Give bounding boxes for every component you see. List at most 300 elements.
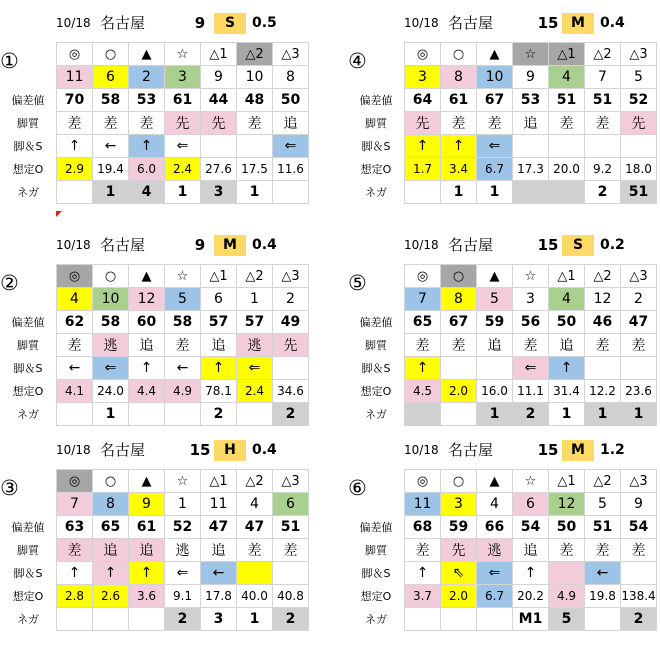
horse-number-cell: 6 [273,493,309,516]
odds-cell: 16.0 [477,380,513,403]
odds-cell: 11.1 [513,380,549,403]
race-panel [0,10,318,218]
odds-cell: 4.4 [129,380,165,403]
odds-cell: 3.6 [129,585,165,608]
race-panel [348,437,660,645]
negative-cell [405,403,441,426]
pace-fit-cell: ⇐ [477,562,513,585]
horse-number-cell: 10 [477,66,513,89]
pace-fit-cell: ↑ [201,357,237,380]
mark-cell: △2 [237,43,273,66]
pace-fit-cell [549,562,585,585]
deviation-cell: 62 [57,311,93,334]
negative-cell: 1 [621,403,657,426]
row-label: 脚＆S [13,362,43,375]
table-row [348,89,657,112]
pace-badge: M [562,13,594,34]
running-style-cell: 先 [273,334,309,357]
negative-cell [57,181,93,204]
horse-number-cell: 2 [621,288,657,311]
mark-cell: ▲ [129,470,165,493]
deviation-cell: 54 [513,516,549,539]
pace-fit-cell: ↑ [549,357,585,380]
odds-cell: 20.2 [513,585,549,608]
row-label [348,288,405,311]
deviation-cell: 52 [621,89,657,112]
pace-fit-cell [201,135,237,158]
panel-number: ③ [0,476,19,500]
horse-number-cell: 5 [585,493,621,516]
deviation-cell: 51 [585,516,621,539]
pace-fit-cell: ↑ [57,562,93,585]
running-style-cell: 差 [57,112,93,135]
negative-cell [273,181,309,204]
pace-value: 0.4 [252,237,277,253]
race-number: 15 [537,236,559,254]
horse-number-cell: 3 [405,66,441,89]
row-label: 脚＆S [13,567,43,580]
deviation-cell: 57 [237,311,273,334]
running-style-cell: 先 [441,539,477,562]
negative-cell [237,403,273,426]
running-style-cell: 差 [477,112,513,135]
row-label: 脚＆S [361,362,391,375]
table-row [0,357,309,380]
pace-fit-cell: ⇐ [273,135,309,158]
mark-cell: ▲ [477,265,513,288]
table-row [0,265,309,288]
row-label: ネガ [17,186,39,199]
odds-cell: 17.8 [201,585,237,608]
deviation-cell: 46 [585,311,621,334]
table-row [0,334,309,357]
table-row [0,470,309,493]
odds-cell: 20.0 [549,158,585,181]
running-style-cell: 差 [549,112,585,135]
table-row [348,158,657,181]
negative-cell [129,608,165,631]
odds-cell: 34.6 [273,380,309,403]
race-panel [0,437,318,645]
horse-number-cell: 1 [237,288,273,311]
odds-cell: 23.6 [621,380,657,403]
negative-cell: 3 [201,181,237,204]
row-label: 脚質 [365,544,387,557]
odds-cell: 19.8 [585,585,621,608]
pace-fit-cell: ↑ [129,562,165,585]
prediction-table [348,42,657,204]
odds-cell: 78.1 [201,380,237,403]
horse-number-cell: 7 [585,66,621,89]
pace-fit-cell [585,135,621,158]
odds-cell: 9.1 [165,585,201,608]
table-row [348,334,657,357]
odds-cell: 40.0 [237,585,273,608]
deviation-cell: 65 [405,311,441,334]
row-label: 脚＆S [13,140,43,153]
mark-cell: △3 [621,43,657,66]
deviation-cell: 61 [129,516,165,539]
race-date: 10/18 [56,443,91,457]
negative-cell: 2 [585,181,621,204]
horse-number-cell: 12 [549,493,585,516]
mark-cell: ◎ [57,470,93,493]
negative-cell [549,181,585,204]
mark-cell: △1 [549,265,585,288]
deviation-cell: 57 [201,311,237,334]
race-date: 10/18 [404,443,439,457]
table-row [0,539,309,562]
pace-fit-cell: ⇐ [165,562,201,585]
row-label: 想定O [12,385,44,398]
table-row [348,112,657,135]
row-label [0,265,57,288]
deviation-cell: 47 [201,516,237,539]
odds-cell: 31.4 [549,380,585,403]
negative-cell [165,403,201,426]
table-row [348,608,657,631]
odds-cell: 6.7 [477,158,513,181]
negative-cell: 2 [513,403,549,426]
row-label: 想定O [12,590,44,603]
venue-name: 名古屋 [100,236,146,254]
deviation-cell: 59 [441,516,477,539]
deviation-cell: 61 [165,89,201,112]
odds-cell: 2.0 [441,585,477,608]
pace-fit-cell: ↑ [93,562,129,585]
horse-number-cell: 4 [549,66,585,89]
negative-cell [405,608,441,631]
row-label: 脚質 [17,339,39,352]
odds-cell: 3.7 [405,585,441,608]
negative-cell: 1 [165,181,201,204]
negative-cell: 1 [441,181,477,204]
panel-header [0,10,318,36]
odds-cell: 18.0 [621,158,657,181]
horse-number-cell: 10 [237,66,273,89]
mark-cell: ▲ [477,470,513,493]
mark-cell: ○ [93,43,129,66]
odds-cell: 27.6 [201,158,237,181]
pace-value: 0.2 [600,237,625,253]
table-row [348,288,657,311]
pace-value: 1.2 [600,442,625,458]
running-style-cell: 差 [405,334,441,357]
running-style-cell: 追 [513,539,549,562]
race-number: 9 [194,236,206,254]
row-label: 脚＆S [361,140,391,153]
mark-cell: △1 [201,265,237,288]
negative-cell: 2 [201,403,237,426]
mark-cell: △3 [273,43,309,66]
pace-value: 0.4 [252,442,277,458]
row-label: 想定O [12,163,44,176]
mark-cell: ☆ [513,265,549,288]
row-label: 脚質 [17,117,39,130]
pace-fit-cell [273,562,309,585]
panel-header [348,437,660,463]
mark-cell: ◎ [57,43,93,66]
deviation-cell: 60 [129,311,165,334]
pace-fit-cell [621,357,657,380]
horse-number-cell: 8 [441,288,477,311]
negative-cell [405,181,441,204]
table-row [0,608,309,631]
table-row [0,585,309,608]
negative-cell: 2 [273,403,309,426]
table-row [0,43,309,66]
mark-cell: △1 [549,470,585,493]
pace-value: 0.5 [252,15,277,31]
horse-number-cell: 3 [513,288,549,311]
mark-cell: △2 [237,470,273,493]
deviation-cell: 52 [165,516,201,539]
table-row [0,158,309,181]
mark-cell: ◎ [57,265,93,288]
table-row [0,66,309,89]
horse-number-cell: 2 [273,288,309,311]
deviation-cell: 67 [441,311,477,334]
prediction-table [348,264,657,426]
odds-cell: 11.6 [273,158,309,181]
deviation-cell: 48 [237,89,273,112]
negative-cell [57,403,93,426]
pace-badge: M [214,235,246,256]
running-style-cell: 追 [477,334,513,357]
pace-fit-cell [621,562,657,585]
horse-number-cell: 10 [93,288,129,311]
mark-cell: △2 [585,265,621,288]
odds-cell: 2.4 [165,158,201,181]
pace-fit-cell [621,135,657,158]
prediction-table [0,42,309,204]
running-style-cell: 逃 [93,334,129,357]
running-style-cell: 追 [93,539,129,562]
row-label [0,470,57,493]
venue-name: 名古屋 [448,441,494,459]
negative-cell: 1 [237,181,273,204]
horse-number-cell: 8 [441,66,477,89]
mark-cell: ▲ [477,43,513,66]
negative-cell: 2 [165,608,201,631]
running-style-cell: 追 [129,334,165,357]
negative-cell [441,403,477,426]
odds-cell: 24.0 [93,380,129,403]
horse-number-cell: 6 [93,66,129,89]
running-style-cell: 追 [201,539,237,562]
negative-cell: 1 [477,403,513,426]
negative-cell: 1 [93,181,129,204]
race-panel [0,232,318,440]
odds-cell: 6.0 [129,158,165,181]
odds-cell: 1.7 [405,158,441,181]
negative-cell [477,608,513,631]
pace-fit-cell: ← [165,357,201,380]
venue-name: 名古屋 [448,14,494,32]
running-style-cell: 差 [513,334,549,357]
row-label: 脚質 [17,544,39,557]
pace-fit-cell: ↑ [405,357,441,380]
deviation-cell: 66 [477,516,513,539]
mark-cell: ○ [93,265,129,288]
running-style-cell: 差 [129,112,165,135]
venue-name: 名古屋 [448,236,494,254]
mark-cell: △3 [621,470,657,493]
mark-cell: ○ [441,470,477,493]
race-date: 10/18 [56,238,91,252]
odds-cell: 40.8 [273,585,309,608]
odds-cell: 4.1 [57,380,93,403]
mark-cell: ○ [441,43,477,66]
panel-number: ⑥ [348,476,367,500]
table-row [348,311,657,334]
pace-fit-cell [273,357,309,380]
row-label [0,288,57,311]
pace-fit-cell: ⇐ [93,357,129,380]
table-row [348,539,657,562]
horse-number-cell: 8 [273,66,309,89]
deviation-cell: 50 [549,311,585,334]
table-row [0,493,309,516]
row-label: 偏差値 [11,316,45,329]
negative-cell [129,403,165,426]
running-style-cell: 差 [57,334,93,357]
mark-cell: △2 [585,470,621,493]
table-row [348,585,657,608]
odds-cell: 2.8 [57,585,93,608]
deviation-cell: 47 [237,516,273,539]
race-number: 15 [537,441,559,459]
deviation-cell: 58 [93,89,129,112]
horse-number-cell: 5 [477,288,513,311]
negative-cell: 2 [273,608,309,631]
table-row [348,403,657,426]
table-row [348,493,657,516]
horse-number-cell: 4 [237,493,273,516]
deviation-cell: 50 [549,516,585,539]
running-style-cell: 差 [405,539,441,562]
pace-value: 0.4 [600,15,625,31]
row-label [348,493,405,516]
race-panel [348,232,660,440]
mark-cell: △2 [585,43,621,66]
odds-cell: 2.6 [93,585,129,608]
pace-fit-cell [441,357,477,380]
deviation-cell: 64 [405,89,441,112]
pace-fit-cell: ⇐ [237,357,273,380]
running-style-cell: 差 [621,334,657,357]
table-row [348,357,657,380]
race-date: 10/18 [404,238,439,252]
deviation-cell: 53 [129,89,165,112]
row-label: 偏差値 [359,94,393,107]
row-label: 偏差値 [359,521,393,534]
race-number: 9 [194,14,206,32]
row-label [348,470,405,493]
panel-number: ④ [348,49,367,73]
pace-fit-cell: ⇐ [513,357,549,380]
odds-cell: 3.4 [441,158,477,181]
table-row [0,135,309,158]
row-label: ネガ [365,186,387,199]
table-row [348,562,657,585]
horse-number-cell: 1 [165,493,201,516]
negative-cell [93,608,129,631]
running-style-cell: 逃 [165,539,201,562]
running-style-cell: 差 [549,539,585,562]
odds-cell: 6.7 [477,585,513,608]
deviation-cell: 61 [441,89,477,112]
deviation-cell: 51 [273,516,309,539]
negative-cell: 1 [549,403,585,426]
pace-badge: H [214,440,246,461]
row-label: 脚質 [365,117,387,130]
venue-name: 名古屋 [100,441,146,459]
row-label: 脚質 [365,339,387,352]
pace-fit-cell: ↑ [513,562,549,585]
deviation-cell: 54 [621,516,657,539]
horse-number-cell: 9 [513,66,549,89]
mark-cell: △3 [621,265,657,288]
race-panel [348,10,660,218]
running-style-cell: 差 [57,539,93,562]
deviation-cell: 63 [57,516,93,539]
mark-cell: ◎ [405,470,441,493]
running-style-cell: 差 [585,539,621,562]
horse-number-cell: 7 [57,493,93,516]
row-label: 想定O [360,385,392,398]
row-label: ネガ [17,408,39,421]
negative-cell [513,181,549,204]
pace-fit-cell: ⇐ [477,135,513,158]
horse-number-cell: 9 [129,493,165,516]
horse-number-cell: 11 [57,66,93,89]
odds-cell: 4.9 [165,380,201,403]
horse-number-cell: 11 [405,493,441,516]
horse-number-cell: 9 [621,493,657,516]
row-label: ネガ [17,613,39,626]
odds-cell: 2.9 [57,158,93,181]
pace-fit-cell: ↑ [57,135,93,158]
pace-fit-cell: ⇖ [441,562,477,585]
pace-fit-cell: ← [93,135,129,158]
odds-cell: 17.5 [237,158,273,181]
running-style-cell: 差 [585,334,621,357]
row-label [348,66,405,89]
negative-cell: M1 [513,608,549,631]
running-style-cell: 先 [405,112,441,135]
running-style-cell: 追 [273,112,309,135]
mark-cell: △1 [201,43,237,66]
deviation-cell: 58 [165,311,201,334]
panel-header [0,232,318,258]
table-row [0,112,309,135]
row-label [0,66,57,89]
negative-cell: 5 [549,608,585,631]
horse-number-cell: 2 [129,66,165,89]
pace-fit-cell [549,135,585,158]
table-row [348,265,657,288]
running-style-cell: 差 [237,112,273,135]
negative-cell [441,608,477,631]
negative-cell [585,608,621,631]
race-number: 15 [189,441,211,459]
corner-marker [56,211,62,217]
horse-number-cell: 12 [585,288,621,311]
pace-fit-cell [477,357,513,380]
deviation-cell: 47 [621,311,657,334]
horse-number-cell: 4 [549,288,585,311]
